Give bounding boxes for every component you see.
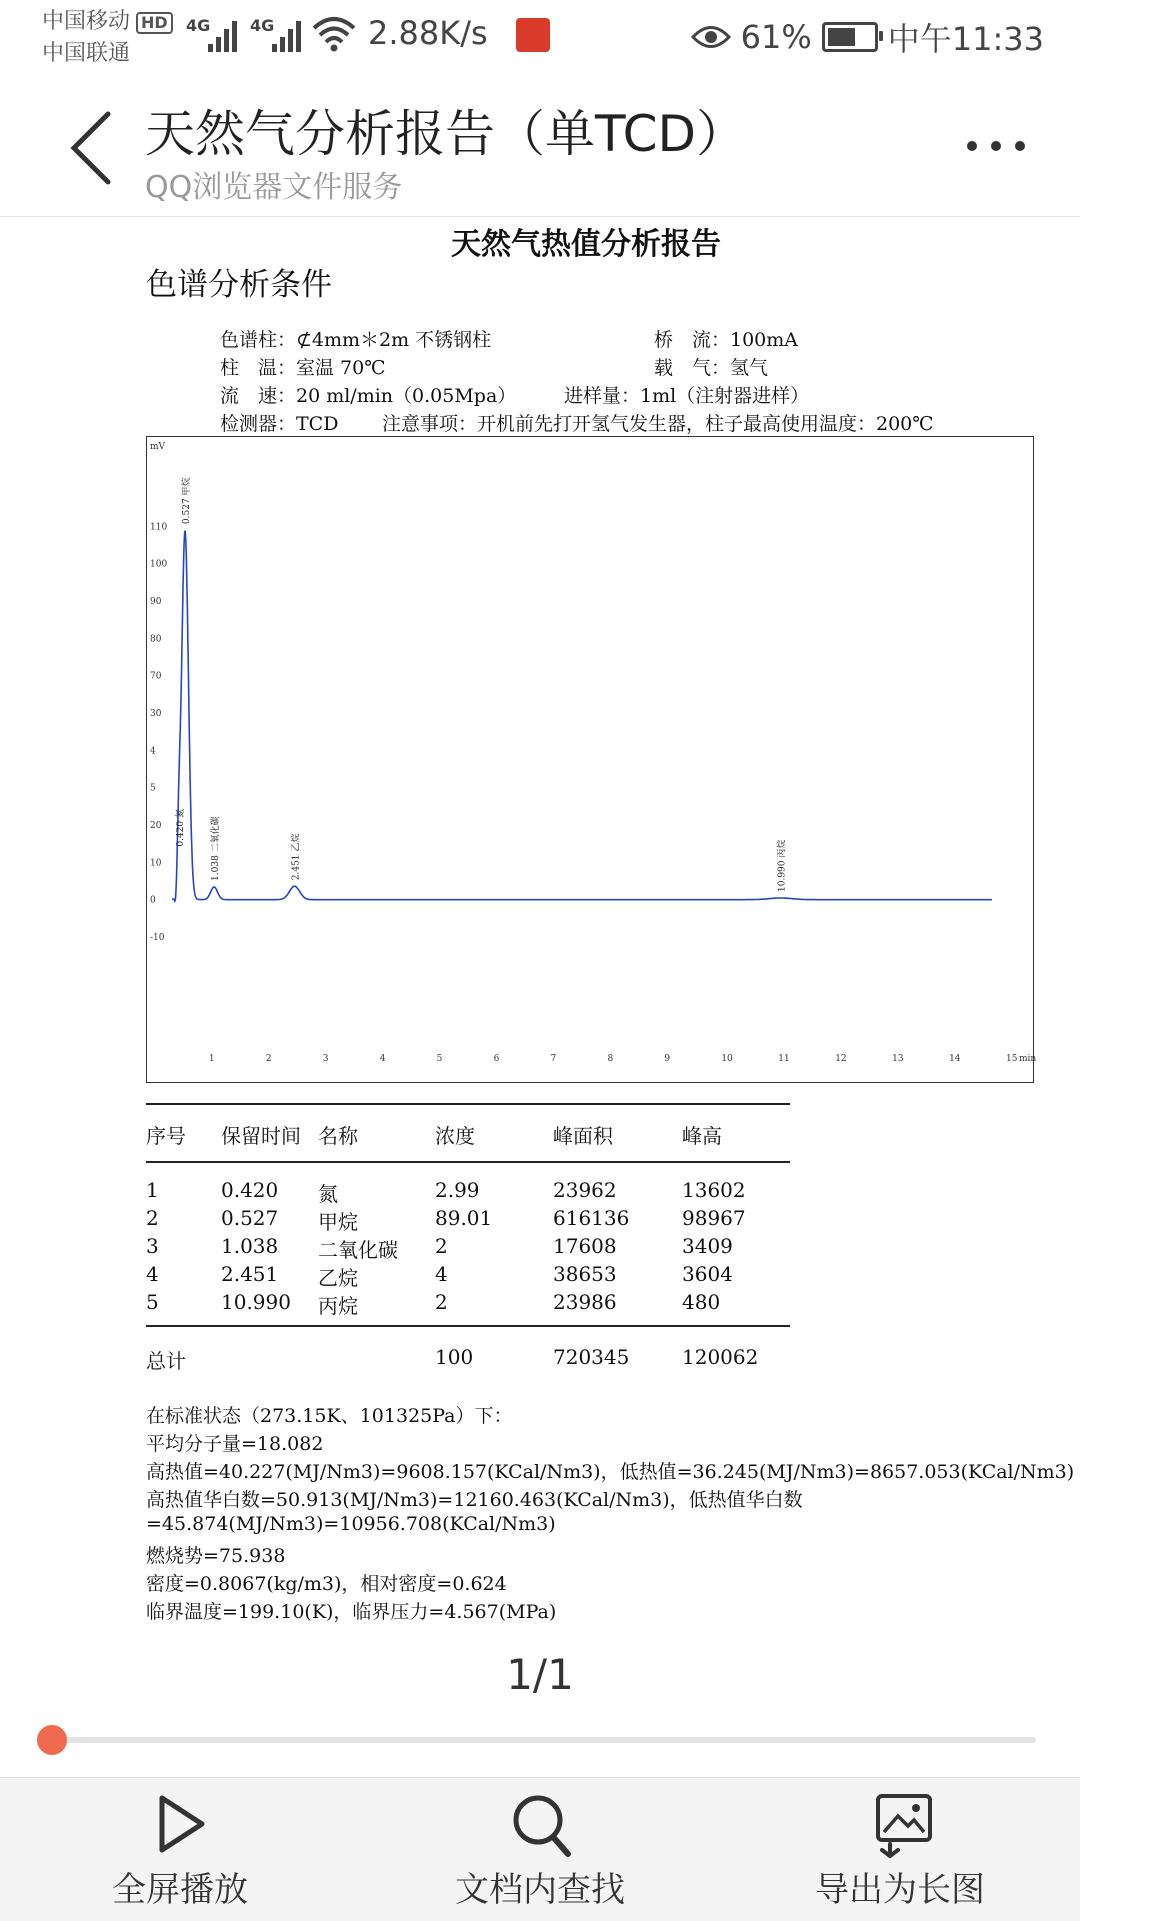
peak-label: 1.038 二氧化碳	[211, 816, 222, 881]
battery-icon	[822, 22, 878, 52]
carrier-2: 中国联通	[42, 41, 131, 66]
cell-index: 5	[146, 1290, 159, 1314]
cond-detector: 检测器：TCD	[220, 413, 339, 435]
wifi-icon	[312, 14, 356, 52]
cell-peak-area: 17608	[553, 1234, 617, 1258]
fullscreen-play-label: 全屏播放	[112, 1870, 248, 1910]
cell-peak-area: 616136	[553, 1206, 630, 1230]
x-tick-label: 7	[550, 1054, 557, 1064]
note-line: 临界温度=199.10(K)，临界压力=4.567(MPa)	[146, 1601, 557, 1623]
export-long-image-button[interactable]	[750, 1778, 1050, 1921]
total-concentration: 100	[435, 1345, 474, 1369]
chromatogram-chart	[146, 436, 1037, 1083]
header-concentration: 浓度	[435, 1124, 475, 1148]
peak-label: 0.527 甲烷	[182, 477, 193, 525]
top-bar	[0, 78, 1080, 217]
net-type-2: 4G	[250, 16, 275, 35]
cell-name: 甲烷	[318, 1210, 358, 1234]
x-tick-label: 15	[1006, 1054, 1018, 1064]
cell-name: 二氧化碳	[318, 1238, 398, 1262]
y-tick-label: 20	[150, 821, 162, 831]
peak-label: 10.990 丙烷	[777, 839, 788, 892]
y-axis-label: mV	[150, 442, 166, 452]
cell-retention-time: 1.038	[221, 1234, 279, 1258]
y-tick-label: 0	[150, 895, 156, 906]
cell-retention-time: 0.420	[221, 1178, 279, 1202]
chromatogram-svg	[147, 437, 1037, 1082]
y-tick-label: 110	[150, 522, 168, 533]
cond-carrier-gas: 载 气：氢气	[654, 357, 769, 379]
search-in-document-button[interactable]	[390, 1778, 690, 1921]
total-peak-height: 120062	[682, 1345, 759, 1369]
cell-index: 3	[146, 1234, 159, 1258]
total-peak-area: 720345	[553, 1345, 630, 1369]
page-slider[interactable]	[42, 1737, 1036, 1743]
note-line: =45.874(MJ/Nm3)=10956.708(KCal/Nm3)	[146, 1513, 556, 1535]
search-in-document-label: 文档内查找	[455, 1870, 625, 1910]
cond-column-temp: 柱 温：室温 70℃	[220, 357, 386, 379]
fullscreen-play-button[interactable]	[30, 1778, 330, 1921]
bottom-toolbar	[0, 1777, 1080, 1921]
cell-peak-area: 23962	[553, 1178, 617, 1202]
status-bar	[0, 0, 1080, 78]
cell-concentration: 2.99	[435, 1178, 480, 1202]
carrier-info	[42, 6, 173, 70]
header-peak-height: 峰高	[682, 1124, 722, 1148]
note-line: 密度=0.8067(kg/m3)，相对密度=0.624	[146, 1573, 507, 1595]
hd-badge: HD	[136, 12, 173, 34]
header-name: 名称	[318, 1124, 358, 1148]
x-tick-label: 6	[493, 1054, 500, 1064]
cell-peak-area: 23986	[553, 1290, 617, 1314]
clock: 中午11:33	[887, 20, 1044, 58]
note-line: 高热值=40.227(MJ/Nm3)=9608.157(KCal/Nm3)，低热值=36.245(MJ/Nm3)=8657.053(KCal/Nm3)	[146, 1461, 1075, 1483]
signal-2-icon	[272, 18, 306, 52]
x-tick-label: 5	[436, 1054, 443, 1064]
y-tick-label: 4	[150, 746, 156, 757]
cell-name: 丙烷	[318, 1294, 358, 1318]
total-label: 总计	[146, 1349, 186, 1373]
battery-percent: 61%	[740, 18, 812, 56]
page-subtitle: QQ浏览器文件服务	[145, 170, 403, 205]
section-heading: 色谱分析条件	[146, 267, 332, 303]
y-tick-label: 70	[150, 671, 162, 682]
x-axis-label: min	[1019, 1054, 1037, 1064]
document-title: 天然气热值分析报告	[451, 227, 721, 262]
note-line: 燃烧势=75.938	[146, 1545, 286, 1567]
cell-index: 2	[146, 1206, 159, 1230]
header-retention-time: 保留时间	[221, 1124, 301, 1148]
y-tick-label: 30	[150, 709, 162, 719]
x-tick-label: 9	[664, 1054, 671, 1064]
cond-flow-rate: 流 速：20 ml/min（0.05Mpa）	[220, 385, 517, 407]
x-tick-label: 14	[949, 1054, 961, 1064]
x-tick-label: 11	[778, 1054, 790, 1064]
x-tick-label: 12	[835, 1054, 847, 1064]
export-image-icon	[870, 1792, 936, 1858]
cell-concentration: 2	[435, 1234, 448, 1258]
cell-retention-time: 10.990	[221, 1290, 291, 1314]
cond-bridge-current: 桥 流：100mA	[654, 329, 799, 351]
status-right	[691, 14, 1044, 60]
cond-notice: 注意事项：开机前先打开氢气发生器，柱子最高使用温度：200℃	[382, 413, 934, 435]
y-tick-label: 100	[150, 559, 168, 570]
carrier-1: 中国移动	[42, 9, 131, 34]
note-line: 平均分子量=18.082	[146, 1433, 324, 1455]
y-tick-label: 90	[150, 597, 162, 607]
cell-concentration: 89.01	[435, 1206, 493, 1230]
peak-label: 0.420 氮	[175, 808, 186, 847]
note-line: 高热值华白数=50.913(MJ/Nm3)=12160.463(KCal/Nm3)，低热值华白数	[146, 1489, 803, 1511]
cell-peak-height: 13602	[682, 1178, 746, 1202]
page-indicator: 1/1	[506, 1650, 574, 1699]
page-title: 天然气分析报告（单TCD）	[145, 105, 747, 163]
x-tick-label: 8	[607, 1054, 614, 1064]
cell-retention-time: 2.451	[221, 1262, 279, 1286]
cell-peak-area: 38653	[553, 1262, 617, 1286]
cell-peak-height: 98967	[682, 1206, 746, 1230]
cell-index: 1	[146, 1178, 159, 1202]
cell-peak-height: 3604	[682, 1262, 733, 1286]
peak-label: 2.451 乙烷	[291, 833, 302, 881]
app-notification-icon	[516, 18, 550, 52]
y-tick-label: -10	[150, 933, 165, 943]
net-type-1: 4G	[186, 16, 211, 35]
x-tick-label: 2	[265, 1054, 272, 1064]
x-tick-label: 4	[379, 1054, 386, 1064]
net-speed: 2.88K/s	[368, 14, 488, 52]
cell-name: 氮	[318, 1182, 338, 1206]
cond-injection: 进样量：1ml（注射器进样）	[564, 385, 810, 407]
search-icon	[510, 1792, 574, 1860]
cell-peak-height: 3409	[682, 1234, 733, 1258]
eye-comfort-icon	[691, 24, 731, 50]
header-peak-area: 峰面积	[553, 1124, 613, 1148]
x-tick-label: 3	[322, 1054, 329, 1064]
more-icon[interactable]	[964, 138, 1028, 154]
cell-concentration: 2	[435, 1290, 448, 1314]
signal-1-icon	[208, 18, 242, 52]
cell-retention-time: 0.527	[221, 1206, 279, 1230]
battery-fill	[828, 28, 855, 46]
table-rule-header	[146, 1161, 790, 1163]
cell-concentration: 4	[435, 1262, 448, 1286]
x-tick-label: 1	[208, 1054, 215, 1064]
cell-index: 4	[146, 1262, 159, 1286]
y-tick-label: 5	[150, 783, 156, 794]
table-rule-bottom	[146, 1325, 790, 1327]
y-tick-label: 80	[150, 634, 162, 645]
header-index: 序号	[146, 1124, 186, 1148]
x-tick-label: 13	[892, 1054, 904, 1064]
cond-column: 色谱柱：⊄4mm＊2m 不锈钢柱	[220, 329, 492, 351]
table-rule-top	[146, 1103, 790, 1105]
y-tick-label: 10	[150, 858, 162, 869]
cell-name: 乙烷	[318, 1266, 358, 1290]
page-slider-handle[interactable]	[37, 1725, 67, 1755]
x-tick-label: 10	[721, 1054, 733, 1064]
note-line: 在标准状态（273.15K、101325Pa）下：	[146, 1405, 513, 1427]
cell-peak-height: 480	[682, 1290, 721, 1314]
export-long-image-label: 导出为长图	[815, 1870, 985, 1910]
back-icon[interactable]	[66, 108, 116, 188]
play-icon	[150, 1792, 210, 1856]
